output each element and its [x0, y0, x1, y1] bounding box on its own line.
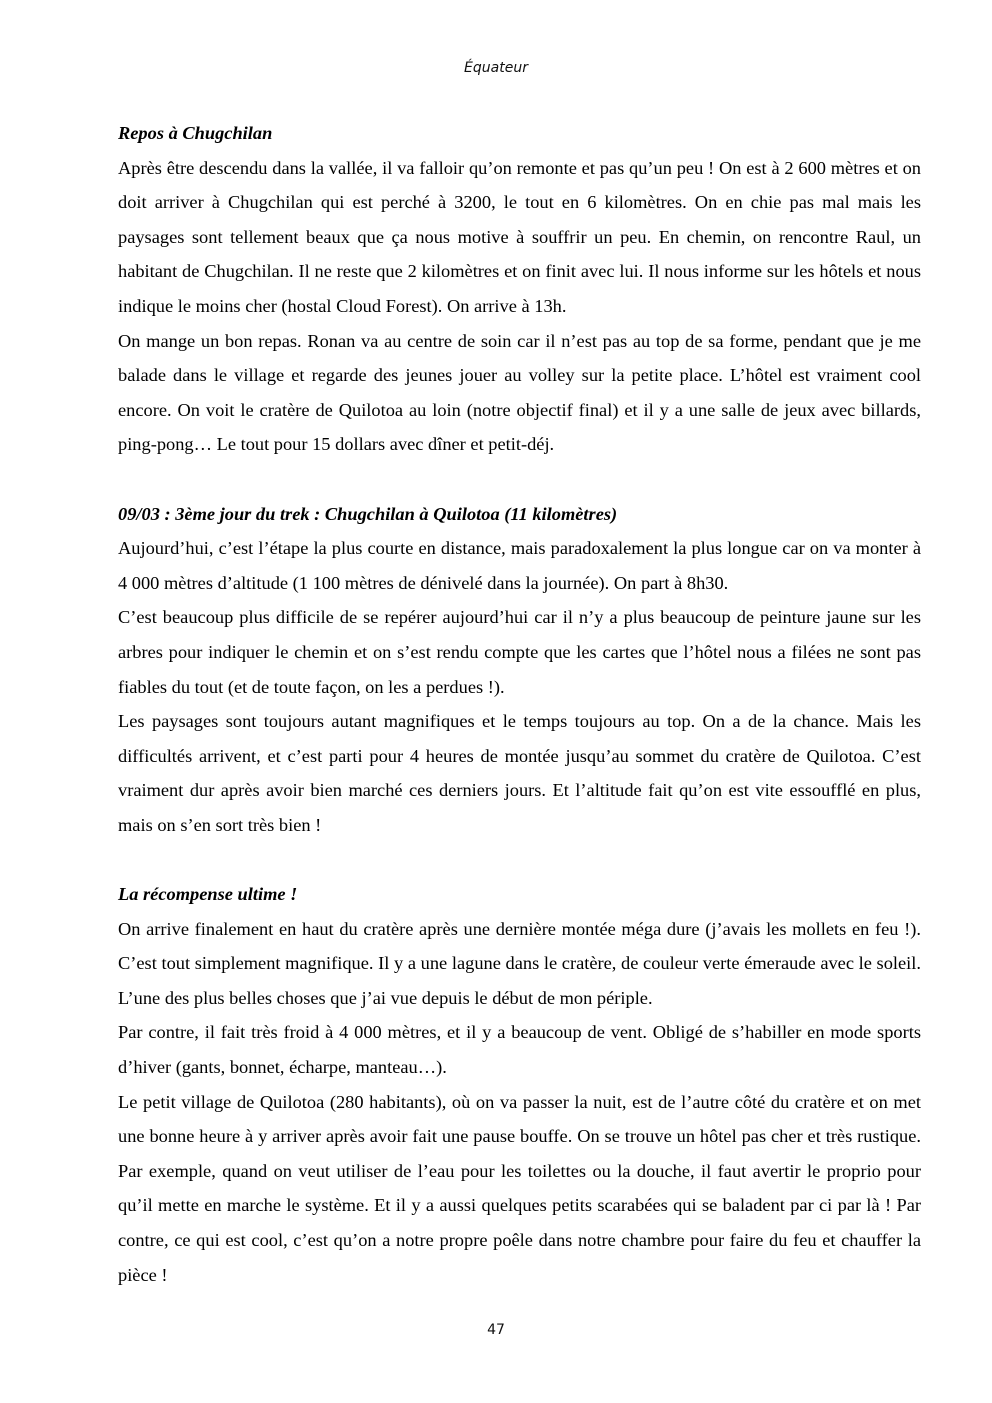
- section-trek-day-3: [118, 497, 921, 843]
- running-header: Équateur: [464, 60, 528, 76]
- paragraph: Les paysages sont toujours autant magnifiques et le temps toujours au top. On a de la chance. Mais les difficultés arrivent, et c’est parti pour 4 heures de montée jusqu’au sommet du cratère de Quilotoa. C’est vraiment dur après avoir bien marché ces derniers jours. Et l’altitude fait qu’on est vite essoufflé en plus, mais on s’en sort très bien !: [118, 711, 921, 835]
- section-repos-chugchilan: [118, 116, 921, 462]
- section-title: Repos à Chugchilan: [118, 123, 273, 143]
- section-title: 09/03 : 3ème jour du trek : Chugchilan à Quilotoa (11 kilomètres): [118, 503, 618, 524]
- section-title: La récompense ultime !: [118, 884, 298, 905]
- page-body: [118, 116, 921, 1292]
- section-spacer: [118, 462, 921, 497]
- section-recompense-ultime: [118, 877, 921, 1292]
- paragraph: Aujourd’hui, c’est l’étape la plus courte en distance, mais paradoxalement la plus longue car on va monter à 4 000 mètres d’altitude (1 100 mètres de dénivelé dans la journée). On part à 8h30.: [118, 538, 921, 593]
- section-spacer: [118, 842, 921, 877]
- paragraph: Par contre, il fait très froid à 4 000 mètres, et il y a beaucoup de vent. Obligé de s’habiller en mode sports d’hiver (gants, bonnet, écharpe, manteau…).: [118, 1022, 921, 1078]
- paragraph: On arrive finalement en haut du cratère après une dernière montée méga dure (j’avais les mollets en feu !). C’est tout simplement magnifique. Il y a une lagune dans le cratère, de couleur verte émeraude avec le soleil. L’une des plus belles choses que j’ai vue depuis le début de mon périple.: [118, 918, 921, 1008]
- paragraph: C’est beaucoup plus difficile de se repérer aujourd’hui car il n’y a plus beaucoup de peinture jaune sur les arbres pour indiquer le chemin et on s’est rendu compte que les cartes que l’hôtel nous a filées ne sont pas fiables du tout (et de toute façon, on les a perdues !).: [118, 607, 921, 697]
- paragraph: Le petit village de Quilotoa (280 habitants), où on va passer la nuit, est de l’autre côté du cratère et on met une bonne heure à y arriver après avoir fait une pause bouffe. On se trouve un hôtel pas cher et très rustique. Par exemple, quand on veut utiliser de l’eau pour les toilettes ou la douche, il faut avertir le proprio pour qu’il mette en marche le système. Et il y a aussi quelques petits scarabées qui se baladent par ci par là ! Par contre, ce qui est cool, c’est qu’on a notre propre poêle dans notre chambre pour faire du feu et chauffer la pièce !: [118, 1091, 921, 1285]
- paragraph: Après être descendu dans la vallée, il va falloir qu’on remonte et pas qu’un peu ! On est à 2 600 mètres et on doit arriver à Chugchilan qui est perché à 3200, le tout en 6 kilomètres. On en chie pas mal mais les paysages sont tellement beaux que ça nous motive à souffrir un peu. En chemin, on rencontre Raul, un habitant de Chugchilan. Il ne reste que 2 kilomètres et on finit avec lui. Il nous informe sur les hôtels et nous indique le moins cher (hostal Cloud Forest). On arrive à 13h.: [118, 157, 921, 316]
- page-number: 47: [487, 1322, 505, 1338]
- paragraph: On mange un bon repas. Ronan va au centre de soin car il n’est pas au top de sa forme, pendant que je me balade dans le village et regarde des jeunes jouer au volley sur la petite place. L’hôtel est vraiment cool encore. On voit le cratère de Quilotoa au loin (notre objectif final) et il y a une salle de jeux avec billards, ping-pong… Le tout pour 15 dollars avec dîner et petit-déj.: [118, 330, 921, 455]
